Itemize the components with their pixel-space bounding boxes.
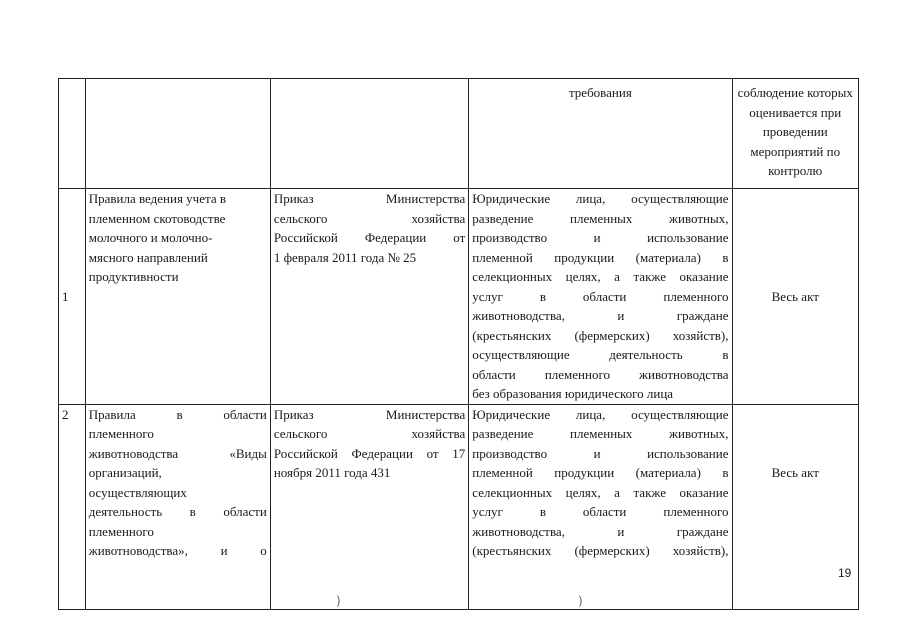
legal-act-line: сельского хозяйства	[273, 426, 466, 441]
subjects-line: производство и использование	[472, 445, 729, 461]
header-cell-num	[59, 79, 86, 189]
scan-mark: )	[336, 594, 341, 608]
legal-act-line: 1 февраля 2011 года № 25	[273, 249, 417, 265]
header-cell-requirements	[469, 79, 732, 189]
header-requirements-text: требования	[568, 85, 632, 100]
legal-act-line: Российской Федерации от	[273, 230, 466, 245]
header-scope-line: оценивается при	[749, 104, 842, 120]
page-number: 19	[838, 566, 852, 580]
rule-name-line: молочного и молочно-	[88, 230, 213, 245]
rule-name-line: племенном скотоводстве	[88, 210, 226, 226]
legal-act-line: Приказ Министерства	[273, 406, 466, 422]
subjects-line: разведение племенных животных,	[472, 426, 729, 441]
row-scope: Весь акт	[732, 404, 859, 609]
rule-name-line: осуществляющих	[88, 484, 187, 500]
rule-name-line: продуктивности	[88, 269, 179, 284]
header-scope-line: проведении	[762, 124, 828, 139]
rule-name-line: Правила ведения учета в	[88, 191, 226, 206]
rule-name-line: племенного	[88, 523, 154, 539]
row-scope: Весь акт	[732, 189, 859, 405]
rule-name-line: Правила в области	[88, 406, 267, 422]
rule-name-line: племенного	[88, 426, 154, 441]
subjects-line: животноводства, и граждане	[472, 308, 729, 323]
subjects-line: услуг в области племенного	[472, 288, 729, 304]
table-row	[59, 404, 859, 609]
row-rule-name	[85, 189, 270, 405]
subjects-line: животноводства, и граждане	[472, 523, 729, 539]
requirements-table	[58, 78, 859, 610]
subjects-line: селекционных целях, а также оказание	[472, 269, 729, 284]
subjects-line: (крестьянских (фермерских) хозяйств),	[472, 327, 729, 343]
header-scope-line: соблюдение которых	[737, 85, 853, 100]
subjects-line: племенной продукции (материала) в	[472, 249, 729, 265]
row-rule-name	[85, 404, 270, 609]
legal-act-line: ноября 2011 года 431	[273, 465, 391, 480]
rule-name-line: животноводства «Виды	[88, 445, 267, 461]
rule-name-line: организаций,	[88, 465, 162, 480]
row-subjects	[469, 404, 732, 609]
header-cell-act	[270, 79, 468, 189]
rule-name-line: деятельность в области	[88, 504, 267, 519]
legal-act-line: сельского хозяйства	[273, 210, 466, 226]
subjects-line: осуществляющие деятельность в	[472, 347, 729, 362]
row-number: 1	[59, 189, 86, 405]
subjects-line: племенной продукции (материала) в	[472, 465, 729, 480]
row-subjects	[469, 189, 732, 405]
header-cell-name	[85, 79, 270, 189]
table-row	[59, 189, 859, 405]
rule-name-line: животноводства», и о	[88, 543, 267, 558]
table-header-row	[59, 79, 859, 189]
legal-act-line: Приказ Министерства	[273, 191, 466, 206]
subjects-line: Юридические лица, осуществляющие	[472, 406, 729, 422]
subjects-line: разведение племенных животных,	[472, 210, 729, 226]
rule-name-line: мясного направлений	[88, 249, 208, 265]
subjects-line: услуг в области племенного	[472, 504, 729, 519]
subjects-line: производство и использование	[472, 230, 729, 245]
subjects-line: селекционных целях, а также оказание	[472, 484, 729, 500]
row-number: 2	[59, 404, 86, 609]
subjects-line: без образования юридического лица	[472, 386, 674, 401]
row-legal-act	[270, 404, 468, 609]
subjects-line: Юридические лица, осуществляющие	[472, 191, 729, 206]
header-cell-scope	[732, 79, 859, 189]
row-legal-act	[270, 189, 468, 405]
header-scope-line: контролю	[768, 163, 823, 178]
legal-act-line: Российской Федерации от 17	[273, 445, 466, 461]
header-scope-line: мероприятий по	[750, 143, 841, 159]
scan-mark: )	[578, 594, 583, 608]
subjects-line: (крестьянских (фермерских) хозяйств),	[472, 543, 729, 558]
subjects-line: области племенного животноводства	[472, 366, 729, 382]
